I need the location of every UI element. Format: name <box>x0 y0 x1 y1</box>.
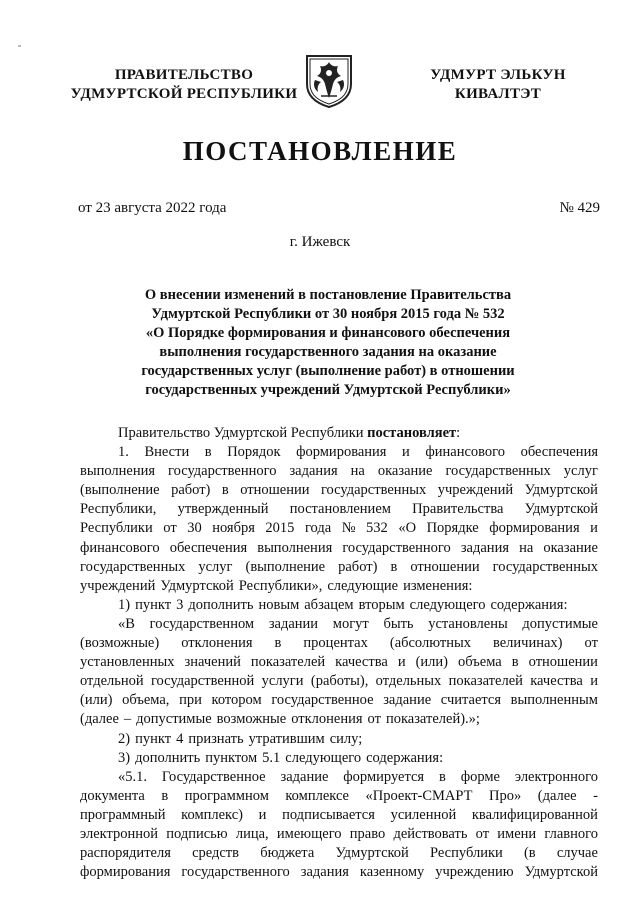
body-word: - <box>593 787 598 804</box>
body-word: от <box>367 711 381 728</box>
body-word: установленных <box>80 654 175 671</box>
body-word: выполнения <box>80 463 156 480</box>
body-word: Государственное <box>161 768 266 785</box>
body-word: 1) <box>118 596 131 613</box>
body-word: пункт <box>135 596 172 613</box>
intro-prefix: Правительство Удмуртской Республики <box>118 425 368 441</box>
body-word: при <box>179 692 202 709</box>
body-word: финансового <box>425 444 506 461</box>
body-line <box>80 577 598 596</box>
body-word: дополнить <box>135 749 201 766</box>
title-line: Удмуртской Республики от 30 ноября 2015 года № 532 <box>151 306 505 322</box>
body-word: утвержденный <box>177 501 269 518</box>
intro-suffix: : <box>456 425 461 441</box>
scan-speck <box>18 45 21 47</box>
body-word: (выполнение <box>80 482 160 499</box>
body-line <box>80 844 598 863</box>
body-word: от <box>475 825 490 842</box>
body-line <box>80 710 598 729</box>
body-word: быть <box>383 615 414 632</box>
body-word: обеспечения <box>520 444 598 461</box>
body-word: Удмуртской <box>524 864 598 881</box>
body-word: ноября <box>212 520 255 537</box>
body-word: 3 <box>176 596 184 613</box>
body-word: лица, <box>235 825 269 842</box>
body-word: пункт <box>135 730 172 747</box>
body-word: государственных <box>445 463 551 480</box>
body-word: имеющего <box>276 825 342 842</box>
body-word: выполнения <box>257 539 333 556</box>
body-word: задании <box>268 615 319 632</box>
body-word: качества <box>530 673 583 690</box>
body-word: Республики <box>80 520 153 537</box>
body-word: 4 <box>176 730 184 747</box>
body-word: 3) <box>118 749 131 766</box>
body-word: финансового <box>80 539 160 556</box>
body-word: документа <box>80 787 145 804</box>
body-word: задания <box>300 864 349 881</box>
document-title <box>118 286 538 400</box>
body-word: программный <box>80 806 166 823</box>
body-word: государственного <box>342 539 451 556</box>
body-word: комплексе <box>285 787 349 804</box>
body-word: содержания: <box>490 596 568 613</box>
body-word: (абсолютных <box>389 635 471 652</box>
body-word: котором <box>211 692 262 709</box>
body-word: отношении <box>410 558 480 575</box>
body-line <box>80 653 598 672</box>
body-word: подписью <box>166 825 228 842</box>
header-left-line: ПРАВИТЕЛЬСТВО <box>114 67 254 83</box>
body-word: Удмуртской <box>160 577 234 594</box>
body-word: государственных <box>320 482 427 499</box>
document-date: от 23 августа 2022 года <box>78 200 227 216</box>
body-line <box>80 825 598 844</box>
body-word: Правительства <box>412 501 504 518</box>
header-left-line: УДМУРТСКОЙ РЕСПУБЛИКИ <box>70 86 298 102</box>
body-word: изменения: <box>403 577 473 594</box>
body-word: программном <box>184 787 269 804</box>
body-word: государственных <box>80 558 186 575</box>
body-line <box>80 481 598 500</box>
title-line: выполнения государственного задания на оказание <box>159 344 497 360</box>
body-word: и <box>397 654 406 671</box>
body-word: Республики», <box>238 577 323 594</box>
title-line: государственных учреждений Удмуртской Республики» <box>145 382 511 398</box>
body-word: следующего <box>409 596 486 613</box>
body-line <box>80 672 598 691</box>
body-word: Республики, <box>80 501 157 518</box>
intro-line <box>80 424 598 443</box>
body-line <box>80 806 598 825</box>
body-word: вторым <box>358 596 405 613</box>
document-type: ПОСТАНОВЛЕНИЕ <box>182 136 458 166</box>
body-line <box>80 500 598 519</box>
body-word: работ) <box>171 482 211 499</box>
body-word: имени <box>497 825 537 842</box>
body-line <box>80 749 598 768</box>
body-word: и <box>258 806 267 823</box>
body-word: (далее <box>80 711 119 728</box>
body-word: следующие <box>327 577 399 594</box>
body-word: в <box>161 787 169 804</box>
body-word: электронного <box>514 768 598 785</box>
body-word: работ) <box>338 558 378 575</box>
body-line <box>80 634 598 653</box>
body-word: значений <box>184 654 241 671</box>
body-word: усиленной <box>390 806 457 823</box>
body-word: государственных <box>492 558 598 575</box>
body-word: допустимые <box>136 711 212 728</box>
body-word: силу; <box>329 730 363 747</box>
body-word: Внести <box>144 444 190 461</box>
body-word: отдельных <box>375 673 442 690</box>
title-line: «О Порядке формирования и финансового обеспечения <box>145 325 511 341</box>
body-word: могут <box>332 615 369 632</box>
body-word: допустимые <box>522 615 598 632</box>
body-line <box>80 443 598 462</box>
body-word: оказание <box>377 463 433 480</box>
body-word: дополнить <box>188 596 254 613</box>
body-word: задания <box>289 463 338 480</box>
body-word: пунктом <box>205 749 258 766</box>
body-word: задание <box>383 692 432 709</box>
body-word: и <box>590 673 598 690</box>
body-word: услуг <box>198 558 233 575</box>
body-word: государственного <box>181 864 290 881</box>
body-word: в <box>274 635 282 652</box>
document-number: № 429 <box>559 200 600 216</box>
document-city: г. Ижевск <box>289 234 351 250</box>
body-word: задания <box>460 539 509 556</box>
title-line: О внесении изменений в постановление Правительства <box>144 287 512 303</box>
body-line <box>80 596 598 615</box>
body-word: следующего <box>285 749 362 766</box>
body-word: утратившим <box>248 730 325 747</box>
body-word: государственной <box>150 673 255 690</box>
document-body <box>80 424 598 882</box>
body-word: в <box>390 558 398 575</box>
body-word: комплекс) <box>181 806 244 823</box>
body-word: в <box>511 654 519 671</box>
body-word: 2015 <box>265 520 295 537</box>
body-word: и <box>590 520 598 537</box>
body-word: задание <box>280 768 329 785</box>
body-word: содержания: <box>366 749 444 766</box>
body-word: (возможные) <box>80 635 160 652</box>
body-word: величинах) <box>492 635 563 652</box>
body-word: услуг <box>563 463 598 480</box>
body-word: Удмуртской <box>524 482 598 499</box>
body-word: «В <box>118 615 135 632</box>
body-line <box>80 558 598 577</box>
body-line <box>80 691 598 710</box>
body-word: подписывается <box>282 806 375 823</box>
body-word: – <box>123 711 132 728</box>
body-word: 5.1 <box>262 749 281 766</box>
body-word: учреждений <box>80 577 156 594</box>
body-word: действовать <box>393 825 468 842</box>
body-word: установлены <box>428 615 508 632</box>
body-word: (или) <box>80 692 113 709</box>
body-word: № <box>341 520 356 537</box>
body-word: случае <box>556 845 598 862</box>
body-word: показателей <box>448 673 523 690</box>
body-word: от <box>163 520 177 537</box>
body-word: формируется <box>343 768 425 785</box>
header-right-line: КИВАЛТЭТ <box>454 86 542 102</box>
body-word: 30 <box>187 520 202 537</box>
intro-bold: постановляет <box>367 425 457 441</box>
body-word: 532 <box>366 520 388 537</box>
body-word: отклонения <box>181 635 253 652</box>
body-word: возможные <box>216 711 287 728</box>
body-word: на <box>350 463 365 480</box>
body-line <box>80 519 598 538</box>
body-word: от <box>584 635 598 652</box>
body-word: (или) <box>415 654 449 671</box>
body-word: считается <box>440 692 501 709</box>
body-word: оказание <box>543 539 598 556</box>
body-word: «Проект-СМАРТ <box>365 787 473 804</box>
body-word: формирования <box>296 444 387 461</box>
body-word: услуги <box>261 673 304 690</box>
body-word: объема, <box>122 692 170 709</box>
header-left <box>62 66 306 104</box>
body-word: процентах <box>303 635 368 652</box>
body-word: абзацем <box>304 596 354 613</box>
body-word: форме <box>460 768 500 785</box>
body-word: электронной <box>80 825 159 842</box>
body-word: учреждению <box>435 864 514 881</box>
body-line <box>80 787 598 806</box>
body-word: средств <box>192 845 239 862</box>
body-word: квалифицированной <box>471 806 598 823</box>
body-word: Республики <box>430 845 503 862</box>
header-right <box>398 66 598 104</box>
body-word: бюджета <box>260 845 315 862</box>
body-word: признать <box>188 730 244 747</box>
body-word: Порядок <box>227 444 281 461</box>
body-word: отношении <box>240 482 310 499</box>
body-word: «О <box>398 520 417 537</box>
body-word: распорядителя <box>80 845 171 862</box>
body-word: в <box>438 768 446 785</box>
body-line <box>80 863 598 882</box>
body-line <box>80 462 598 481</box>
body-word: Удмуртской <box>524 501 598 518</box>
body-word: учреждений <box>437 482 514 499</box>
body-word: государственного <box>168 463 277 480</box>
body-word: (работы), <box>310 673 369 690</box>
body-word: отдельной <box>80 673 144 690</box>
body-word: казенному <box>359 864 425 881</box>
body-word: (в <box>523 845 536 862</box>
body-word: формирования <box>489 520 580 537</box>
body-word: формирования <box>80 864 171 881</box>
body-line <box>80 615 598 634</box>
body-line <box>80 768 598 787</box>
body-word: (выполнение <box>245 558 326 575</box>
body-word: Про» <box>489 787 522 804</box>
body-word: новым <box>258 596 300 613</box>
body-word: в <box>221 482 229 499</box>
body-line <box>80 730 598 749</box>
body-word: постановлением <box>289 501 391 518</box>
body-word: объема <box>458 654 502 671</box>
body-word: года <box>304 520 332 537</box>
body-word: право <box>349 825 386 842</box>
body-word: качества <box>335 654 388 671</box>
body-word: на <box>519 539 534 556</box>
body-word: показателей).»; <box>385 711 480 728</box>
body-word: Удмуртской <box>335 845 409 862</box>
body-word: главного <box>544 825 598 842</box>
body-word: отклонения <box>291 711 363 728</box>
body-word: Порядке <box>426 520 479 537</box>
body-word: (далее <box>537 787 577 804</box>
body-word: отношении <box>528 654 598 671</box>
body-word: государственное <box>271 692 374 709</box>
body-word: показателей <box>250 654 326 671</box>
title-line: государственных услуг (выполнение работ) в отношении <box>141 363 515 379</box>
body-word: и <box>402 444 410 461</box>
body-word: в <box>204 444 212 461</box>
udmurt-coat-of-arms-icon <box>303 54 355 108</box>
body-line <box>80 539 598 558</box>
body-word: 1. <box>118 444 129 461</box>
body-word: государственном <box>149 615 255 632</box>
body-word: обеспечения <box>169 539 248 556</box>
header-right-line: УДМУРТ ЭЛЬКУН <box>430 67 566 83</box>
body-word: «5.1. <box>118 768 147 785</box>
body-word: 2) <box>118 730 131 747</box>
body-word: выполненным <box>510 692 598 709</box>
